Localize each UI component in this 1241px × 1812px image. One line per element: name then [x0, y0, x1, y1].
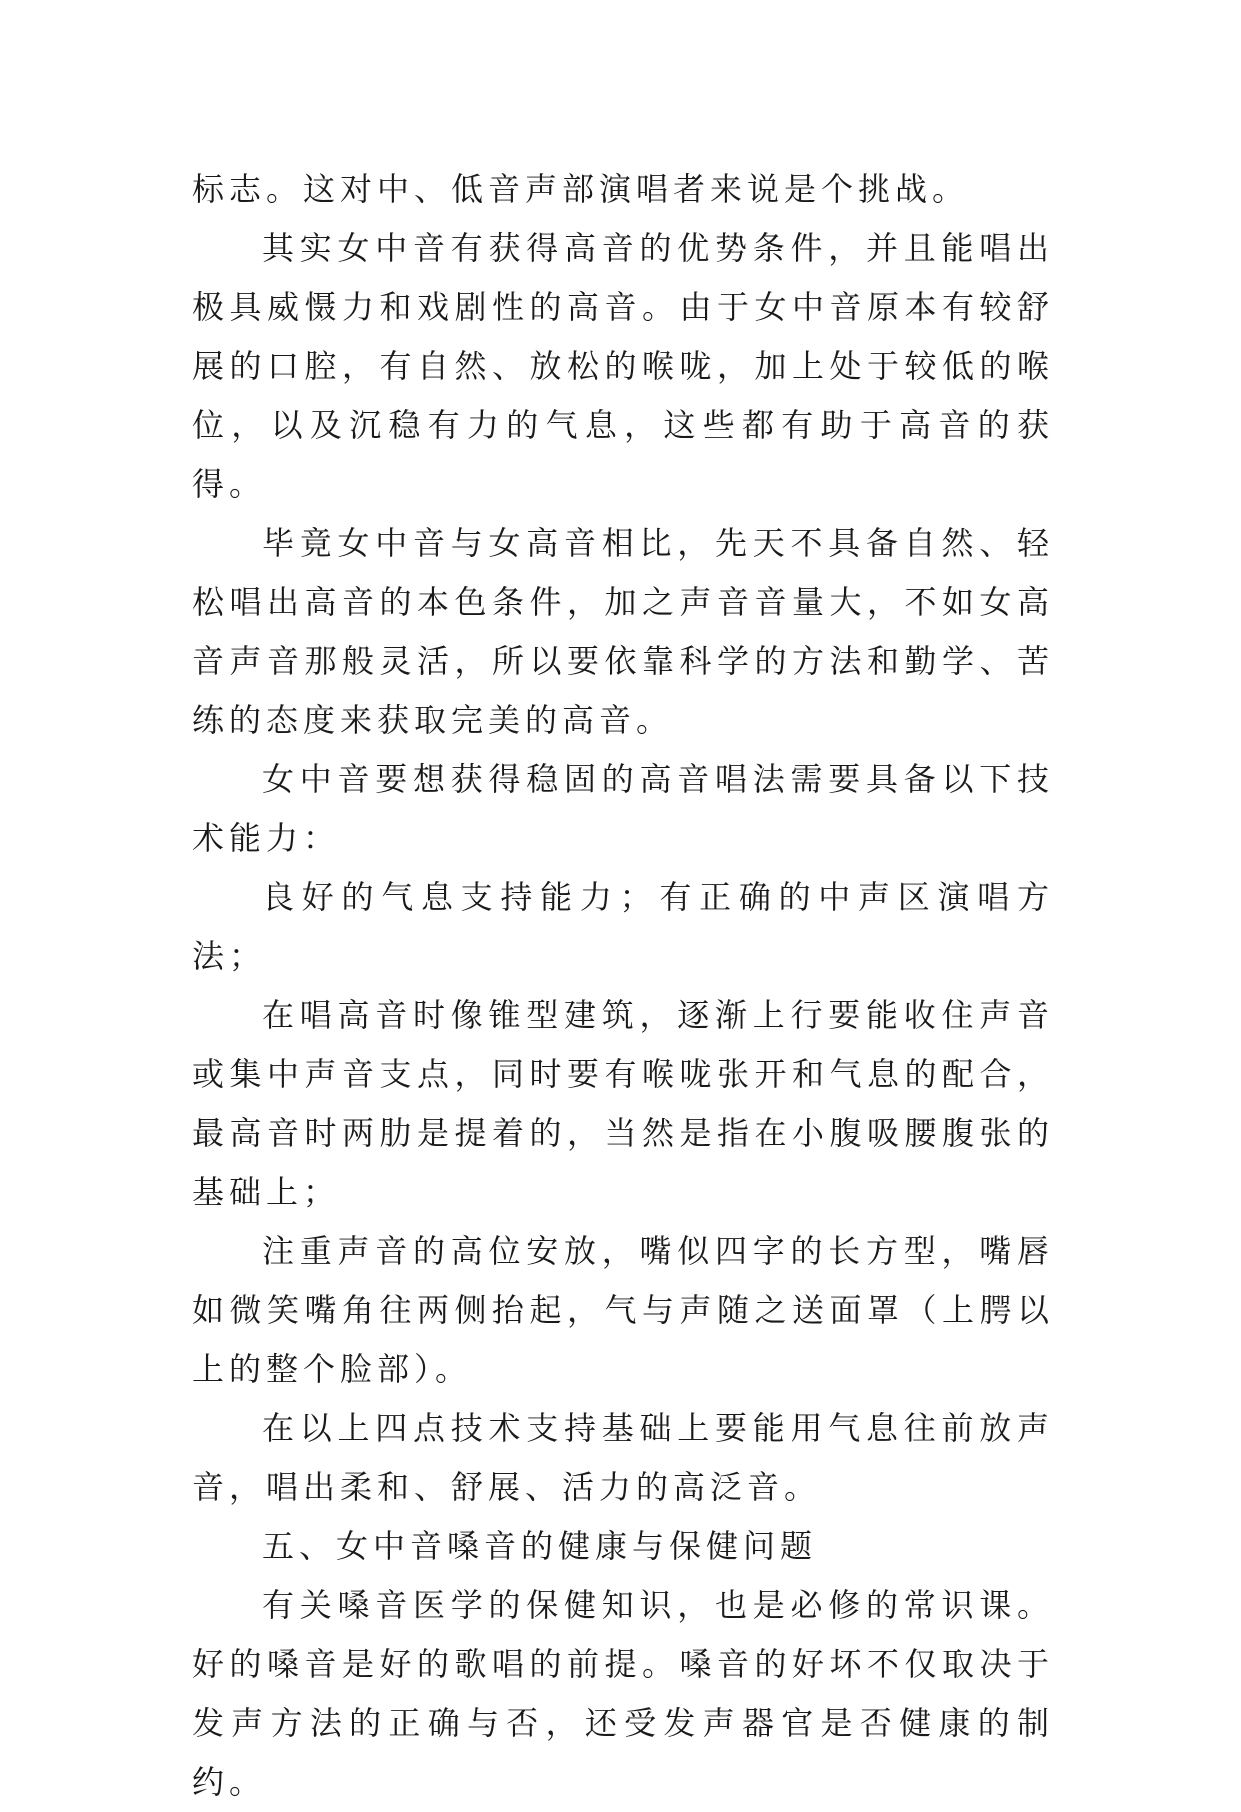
paragraph: 良好的气息支持能力；有正确的中声区演唱方法； — [192, 878, 1054, 975]
paragraph: 有关嗓音医学的保健知识，也是必修的常识课。好的嗓音是好的歌唱的前提。嗓音的好坏不仅取决于发声方法的正确与否，还受发声器官是否健康的制约。 — [192, 1586, 1054, 1801]
paragraph: 女中音要想获得稳固的高音唱法需要具备以下技术能力： — [192, 760, 1054, 857]
section-heading: 五、女中音嗓音的健康与保健问题 — [262, 1527, 818, 1565]
paragraph: 毕竟女中音与女高音相比，先天不具备自然、轻松唱出高音的本色条件，加之声音音量大，不如女高音声音那般灵活，所以要依靠科学的方法和勤学、苦练的态度来获取完美的高音。 — [192, 524, 1054, 739]
paragraph: 在以上四点技术支持基础上要能用气息往前放声音，唱出柔和、舒展、活力的高泛音。 — [192, 1409, 1054, 1506]
paragraph: 其实女中音有获得高音的优势条件，并且能唱出极具威慑力和戏剧性的高音。由于女中音原本有较舒展的口腔，有自然、放松的喉咙，加上处于较低的喉位，以及沉稳有力的气息，这些都有助于高音的获得。 — [192, 229, 1054, 503]
paragraph: 注重声音的高位安放，嘴似四字的长方型，嘴唇如微笑嘴角往两侧抬起，气与声随之送面罩（上腭以上的整个脸部）。 — [192, 1232, 1054, 1388]
paragraph: 在唱高音时像锥型建筑，逐渐上行要能收住声音或集中声音支点，同时要有喉咙张开和气息的配合，最高音时两肋是提着的，当然是指在小腹吸腰腹张的基础上； — [192, 996, 1054, 1211]
body-text — [192, 160, 1054, 1812]
paragraph: 标志。这对中、低音声部演唱者来说是个挑战。 — [192, 170, 970, 208]
